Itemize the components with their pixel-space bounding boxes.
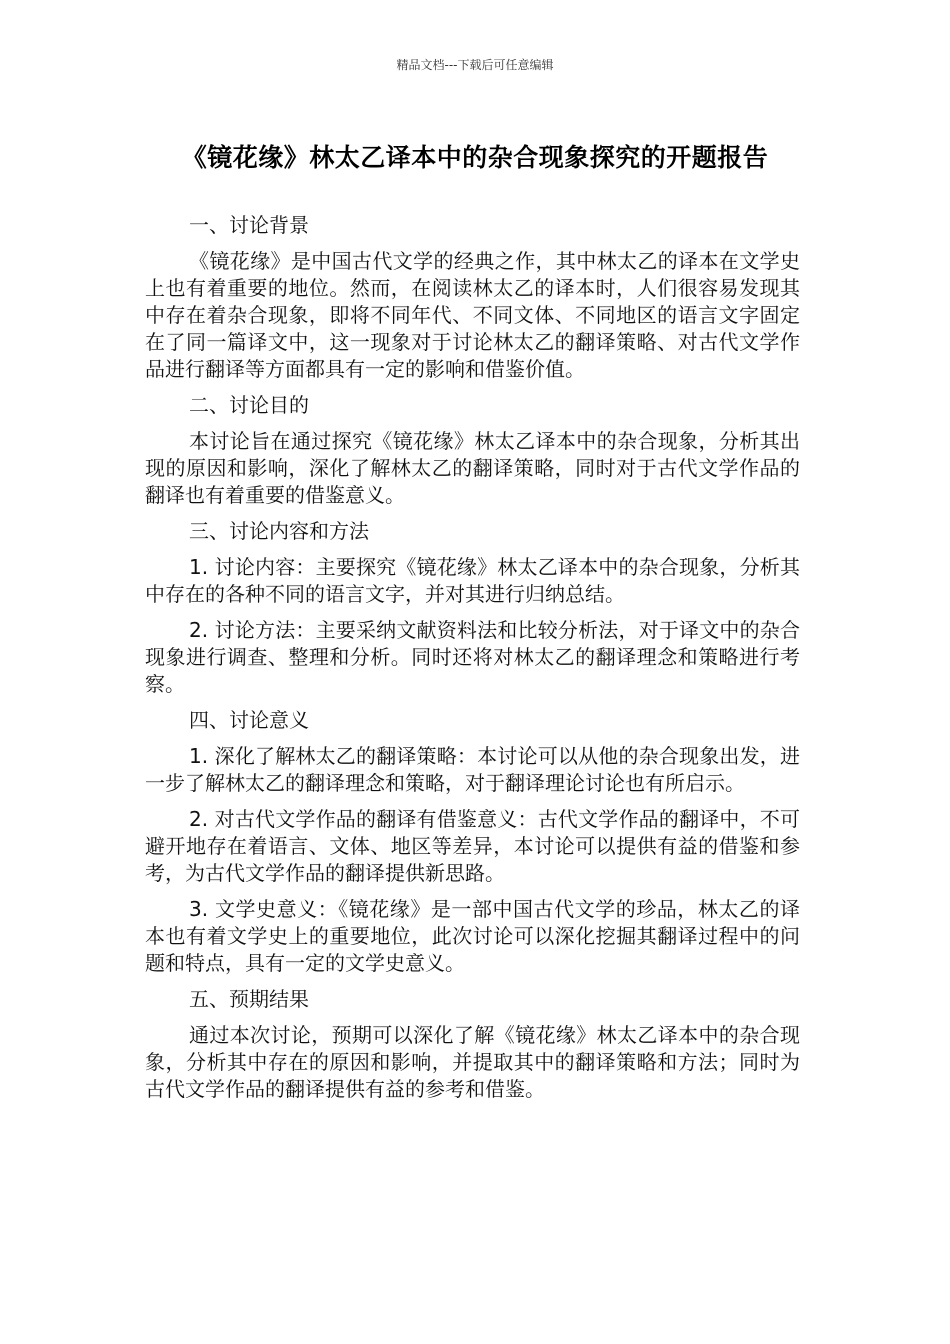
page-header-note: 精品文档---下载后可任意编辑	[396, 58, 554, 72]
paragraph-significance-2: 2. 对古代文学作品的翻译有借鉴意义：古代文学作品的翻译中，不可避开地存在着语言、文体、地区等差异，本讨论可以提供有益的借鉴和参考，为古代文学作品的翻译提供新思路。	[145, 807, 800, 885]
section-heading-background: 一、讨论背景	[189, 213, 309, 237]
paragraph-content: 1. 讨论内容：主要探究《镜花缘》林太乙译本中的杂合现象，分析其中存在的各种不同的语言文字，并对其进行归纳总结。	[145, 555, 800, 606]
section-heading-purpose: 二、讨论目的	[189, 393, 309, 417]
paragraph-method: 2. 讨论方法：主要采纳文献资料法和比较分析法，对于译文中的杂合现象进行调查、整理和分析。同时还将对林太乙的翻译理念和策略进行考察。	[145, 618, 800, 696]
paragraph-significance-3: 3. 文学史意义：《镜花缘》是一部中国古代文学的珍品，林太乙的译本也有着文学史上的重要地位，此次讨论可以深化挖掘其翻译过程中的问题和特点，具有一定的文学史意义。	[145, 897, 800, 975]
paragraph-background: 《镜花缘》是中国古代文学的经典之作，其中林太乙的译本在文学史上也有着重要的地位。然而，在阅读林太乙的译本时，人们很容易发现其中存在着杂合现象，即将不同年代、不同文体、不同地区的语言文字固定在了同一篇译文中，这一现象对于讨论林太乙的翻译策略、对古代文学作品进行翻译等方面都具有一定的影响和借鉴价值。	[145, 249, 800, 381]
document-title: 《镜花缘》林太乙译本中的杂合现象探究的开题报告	[181, 143, 769, 172]
section-heading-content-method: 三、讨论内容和方法	[189, 519, 369, 543]
section-heading-expected-results: 五、预期结果	[189, 987, 309, 1011]
paragraph-significance-1: 1. 深化了解林太乙的翻译策略：本讨论可以从他的杂合现象出发，进一步了解林太乙的翻译理念和策略，对于翻译理论讨论也有所启示。	[145, 744, 800, 795]
paragraph-purpose: 本讨论旨在通过探究《镜花缘》林太乙译本中的杂合现象，分析其出现的原因和影响，深化了解林太乙的翻译策略，同时对于古代文学作品的翻译也有着重要的借鉴意义。	[145, 429, 800, 507]
section-heading-significance: 四、讨论意义	[189, 708, 309, 732]
document-body	[145, 212, 800, 1112]
paragraph-expected-results: 通过本次讨论，预期可以深化了解《镜花缘》林太乙译本中的杂合现象，分析其中存在的原因和影响，并提取其中的翻译策略和方法；同时为古代文学作品的翻译提供有益的参考和借鉴。	[145, 1023, 800, 1101]
